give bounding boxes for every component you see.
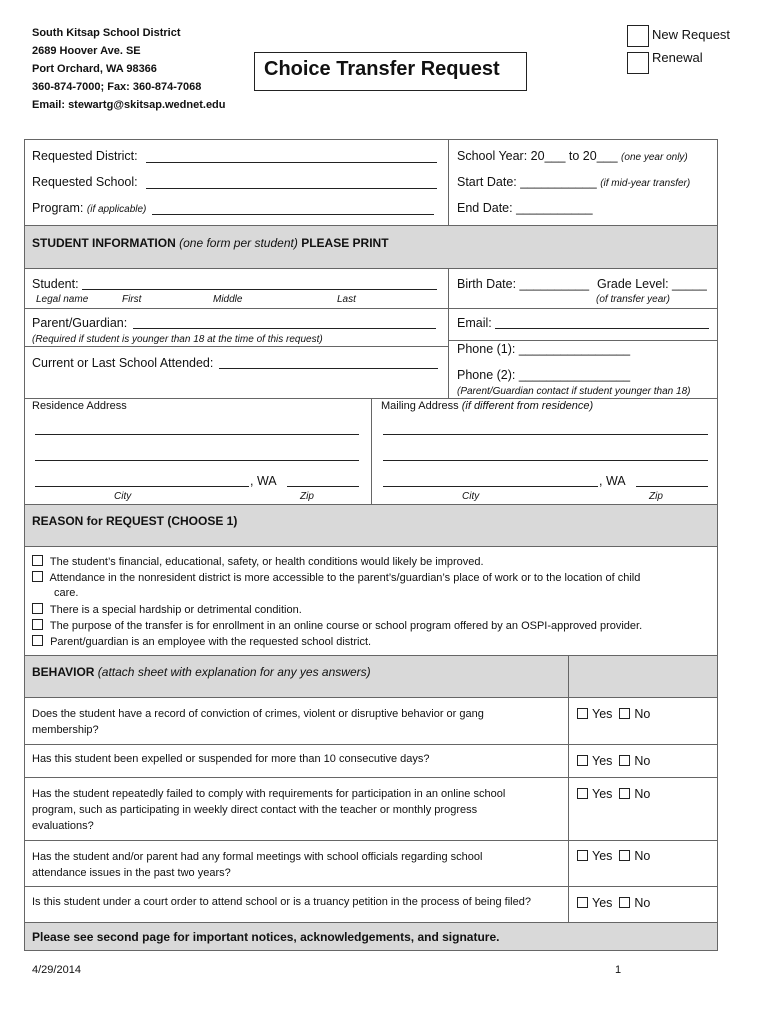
- table-border: [24, 139, 718, 140]
- behavior-heading: BEHAVIOR (attach sheet with explanation for any yes answers): [32, 665, 371, 679]
- phone1-field[interactable]: Phone (1): ________________: [457, 342, 631, 356]
- phone-note: (Parent/Guardian contact if student younger than 18): [457, 386, 691, 397]
- reason-option[interactable]: Attendance in the nonresident district is more accessible to the parent’s/guardian’s place of work or to the location of child: [32, 571, 640, 584]
- requested-school-field[interactable]: [146, 188, 437, 189]
- q1-yes-no[interactable]: Yes No: [577, 707, 650, 721]
- residence-line-2[interactable]: [35, 460, 359, 461]
- middle-caption: Middle: [213, 294, 243, 305]
- current-school-field[interactable]: [219, 368, 438, 369]
- residence-address-label: Residence Address: [32, 400, 127, 412]
- residence-wa: , WA: [250, 474, 277, 488]
- divider: [24, 268, 718, 269]
- divider: [448, 139, 449, 225]
- parent-name-field[interactable]: [133, 328, 436, 329]
- checkbox-icon[interactable]: [577, 897, 588, 908]
- checkbox-icon[interactable]: [577, 755, 588, 766]
- reason-heading: REASON for REQUEST (CHOOSE 1): [32, 514, 238, 528]
- parent-label: Parent/Guardian:: [32, 316, 128, 330]
- mailing-line-1[interactable]: [383, 434, 708, 435]
- reason-option[interactable]: Parent/guardian is an employee with the requested school district.: [32, 635, 371, 648]
- table-border: [717, 139, 718, 951]
- divider: [448, 340, 718, 341]
- page-number: 1: [615, 964, 622, 976]
- behavior-question-2: Has this student been expelled or suspended for more than 10 consecutive days?: [32, 753, 430, 765]
- divider: [24, 886, 718, 887]
- divider: [24, 346, 449, 347]
- residence-zip-field[interactable]: [287, 486, 359, 487]
- divider: [24, 546, 718, 547]
- section-header-bg: [569, 656, 717, 697]
- program-field[interactable]: [152, 214, 434, 215]
- new-request-checkbox[interactable]: [627, 25, 649, 47]
- table-border: [24, 950, 718, 951]
- residence-zip-caption: Zip: [300, 491, 314, 502]
- email-label: Email:: [457, 316, 492, 330]
- divider: [24, 308, 718, 309]
- reason-option[interactable]: There is a special hardship or detrimental condition.: [32, 603, 302, 616]
- email-field[interactable]: [495, 328, 709, 329]
- last-caption: Last: [337, 294, 356, 305]
- district-phone: 360-874-7000; Fax: 360-874-7068: [32, 81, 202, 93]
- reason-option[interactable]: The student’s financial, educational, safety, or health conditions would likely be improved.: [32, 555, 484, 568]
- mailing-address-label: Mailing Address (if different from residence): [381, 400, 594, 412]
- mailing-city-caption: City: [462, 491, 480, 502]
- q3-yes-no[interactable]: Yes No: [577, 787, 650, 801]
- requested-school-label: Requested School:: [32, 175, 138, 189]
- divider: [24, 744, 718, 745]
- district-email: Email: stewartg@skitsap.wednet.edu: [32, 99, 226, 111]
- checkbox-icon[interactable]: [32, 571, 43, 582]
- q4-yes-no[interactable]: Yes No: [577, 849, 650, 863]
- residence-city-caption: City: [114, 491, 132, 502]
- student-info-heading: STUDENT INFORMATION (one form per student) PLEASE PRINT: [32, 236, 389, 250]
- requested-district-field[interactable]: [146, 162, 437, 163]
- checkbox-icon[interactable]: [619, 788, 630, 799]
- behavior-question-1: Does the student have a record of conviction of crimes, violent or disruptive behavior or gang membership?: [32, 708, 484, 736]
- checkbox-icon[interactable]: [619, 708, 630, 719]
- footer-notice: Please see second page for important notices, acknowledgements, and signature.: [32, 930, 500, 944]
- checkbox-icon[interactable]: [32, 619, 43, 630]
- q5-yes-no[interactable]: Yes No: [577, 896, 650, 910]
- behavior-question-5: Is this student under a court order to attend school or is a truancy petition in the process of being filed?: [32, 896, 531, 908]
- program-label: Program: (if applicable): [32, 201, 147, 215]
- residence-city-field[interactable]: [35, 486, 249, 487]
- checkbox-icon[interactable]: [577, 708, 588, 719]
- district-address: 2689 Hoover Ave. SE: [32, 45, 141, 57]
- school-year-field[interactable]: School Year: 20___ to 20___ (one year only): [457, 149, 688, 163]
- mailing-city-field[interactable]: [383, 486, 598, 487]
- requested-district-label: Requested District:: [32, 149, 138, 163]
- divider: [448, 268, 449, 308]
- form-date: 4/29/2014: [32, 964, 81, 976]
- divider: [24, 840, 718, 841]
- divider: [568, 655, 569, 923]
- checkbox-icon[interactable]: [32, 555, 43, 566]
- parent-note: (Required if student is younger than 18 at the time of this request): [32, 334, 323, 345]
- checkbox-icon[interactable]: [32, 635, 43, 646]
- birth-date-field[interactable]: Birth Date: __________: [457, 277, 590, 291]
- renewal-checkbox[interactable]: [627, 52, 649, 74]
- grade-note: (of transfer year): [596, 294, 670, 305]
- start-date-field[interactable]: Start Date: ___________ (if mid-year transfer): [457, 175, 691, 189]
- new-request-label: New Request: [652, 27, 731, 42]
- divider: [24, 225, 718, 226]
- reason-option[interactable]: The purpose of the transfer is for enrollment in an online course or school program offered by an OSPI-approved provider.: [32, 619, 642, 632]
- renewal-label: Renewal: [652, 50, 703, 65]
- behavior-question-4: Has the student and/or parent had any formal meetings with school officials regarding school attendance issues in the past two years?: [32, 851, 483, 879]
- divider: [371, 398, 372, 504]
- district-name: South Kitsap School District: [32, 27, 181, 39]
- reason-option-cont: care.: [54, 587, 79, 599]
- divider: [24, 777, 718, 778]
- page-title: Choice Transfer Request: [264, 58, 500, 80]
- mailing-line-2[interactable]: [383, 460, 708, 461]
- current-school-label: Current or Last School Attended:: [32, 356, 214, 370]
- student-name-field[interactable]: [82, 289, 437, 290]
- checkbox-icon[interactable]: [32, 603, 43, 614]
- checkbox-icon[interactable]: [577, 788, 588, 799]
- grade-level-field[interactable]: Grade Level: _____: [597, 277, 707, 291]
- legal-name-caption: Legal name: [36, 294, 89, 305]
- divider: [448, 308, 449, 398]
- checkbox-icon[interactable]: [619, 755, 630, 766]
- behavior-question-3: Has the student repeatedly failed to comply with requirements for participation in an online school program, such as participating in weekly direct contact with the teacher or monthly progress evaluations?: [32, 788, 506, 832]
- first-caption: First: [122, 294, 142, 305]
- mailing-wa: , WA: [599, 474, 626, 488]
- checkbox-icon[interactable]: [619, 897, 630, 908]
- q2-yes-no[interactable]: Yes No: [577, 754, 650, 768]
- district-city: Port Orchard, WA 98366: [32, 63, 157, 75]
- divider: [24, 697, 718, 698]
- checkbox-icon[interactable]: [577, 850, 588, 861]
- student-label: Student:: [32, 277, 79, 291]
- end-date-field[interactable]: End Date: ___________: [457, 201, 593, 215]
- phone2-field[interactable]: Phone (2): ________________: [457, 368, 631, 382]
- mailing-zip-caption: Zip: [649, 491, 663, 502]
- checkbox-icon[interactable]: [619, 850, 630, 861]
- mailing-zip-field[interactable]: [636, 486, 708, 487]
- residence-line-1[interactable]: [35, 434, 359, 435]
